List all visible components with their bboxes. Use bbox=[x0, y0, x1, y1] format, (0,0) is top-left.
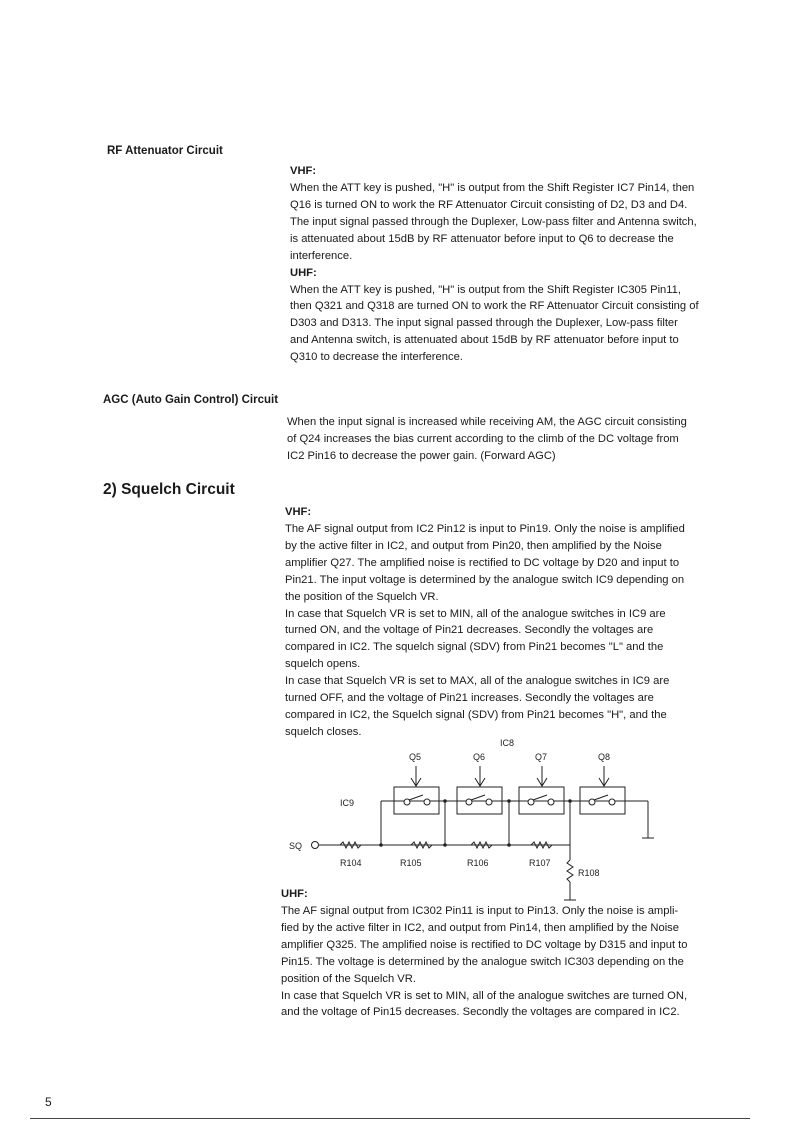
agc-line: of Q24 increases the bias current according to the climb of the DC voltage from bbox=[287, 432, 679, 445]
transistor-label: Q6 bbox=[473, 752, 486, 762]
sq-uhf-line: The AF signal output from IC302 Pin11 is input to Pin13. Only the noise is ampli- bbox=[281, 905, 679, 917]
resistor-label: R107 bbox=[529, 858, 551, 868]
uhf-label: UHF: bbox=[281, 888, 308, 900]
sq-vhf-line: The AF signal output from IC2 Pin12 is input to Pin19. Only the noise is amplified bbox=[285, 523, 685, 535]
rf-vhf-line: Q16 is turned ON to work the RF Attenuator Circuit consisting of D2, D3 and D4. bbox=[290, 198, 688, 211]
rf-uhf-line: Q310 to decrease the interference. bbox=[290, 351, 463, 364]
vhf-label: VHF: bbox=[285, 506, 312, 518]
sq-vhf-line: the position of the Squelch VR. bbox=[285, 590, 439, 603]
sq-vhf-line: In case that Squelch VR is set to MIN, all of the analogue switches in IC9 are bbox=[285, 607, 666, 620]
rf-uhf-line: then Q321 and Q318 are turned ON to work the RF Attenuator Circuit consisting of bbox=[290, 300, 699, 313]
resistor-label: R104 bbox=[340, 858, 362, 868]
sq-vhf-line: compared in IC2, the Squelch signal (SDV) from Pin21 becomes "H", and the bbox=[285, 708, 667, 721]
sq-vhf-line: amplifier Q27. The amplified noise is rectified to DC voltage by D20 and input to bbox=[285, 556, 680, 569]
rf-vhf-line: is attenuated about 15dB by RF attenuator before input to Q6 to decrease the bbox=[290, 232, 674, 245]
sq-uhf-line: and the voltage of Pin15 decreases. Secondly the voltages are compared in IC2. bbox=[281, 1006, 680, 1019]
ic8-label: IC8 bbox=[500, 738, 515, 748]
agc-line: When the input signal is increased while receiving AM, the AGC circuit consisting bbox=[287, 416, 687, 428]
sq-vhf-line: compared in IC2. The squelch signal (SDV) from Pin21 becomes "L" and the bbox=[285, 641, 664, 654]
agc-heading: AGC (Auto Gain Control) Circuit bbox=[103, 394, 279, 406]
sq-vhf-line: Pin21. The input voltage is determined by the analogue switch IC9 depending on bbox=[285, 573, 685, 586]
squelch-uhf-section bbox=[281, 886, 731, 1021]
ic9-label: IC9 bbox=[340, 798, 355, 808]
rf-vhf-line: When the ATT key is pushed, "H" is output from the Shift Register IC7 Pin14, then bbox=[290, 182, 695, 194]
transistor-label: Q5 bbox=[409, 752, 422, 762]
page-number: 5 bbox=[45, 1095, 52, 1109]
sq-vhf-line: turned ON, and the voltage of Pin21 decreases. Secondly the voltages are bbox=[285, 624, 654, 637]
sq-uhf-line: In case that Squelch VR is set to MIN, all of the analogue switches are turned ON, bbox=[281, 989, 688, 1002]
sq-vhf-line: by the active filter in IC2, and output from Pin20, then amplified by the Noise bbox=[285, 539, 662, 552]
rf-uhf-line: When the ATT key is pushed, "H" is output from the Shift Register IC305 Pin11, bbox=[290, 283, 681, 296]
resistor-label: R105 bbox=[400, 858, 422, 868]
rf-vhf-line: interference. bbox=[290, 249, 353, 262]
sq-vhf-line: squelch opens. bbox=[285, 658, 361, 671]
rf-attenuator-heading: RF Attenuator Circuit bbox=[107, 145, 223, 157]
sq-uhf-line: amplifier Q325. The amplified noise is rectified to DC voltage by D315 and input to bbox=[281, 938, 688, 951]
sq-vhf-line: squelch closes. bbox=[285, 725, 362, 738]
uhf-label: UHF: bbox=[290, 266, 317, 279]
sq-vhf-line: In case that Squelch VR is set to MAX, all of the analogue switches in IC9 are bbox=[285, 675, 670, 688]
sq-uhf-line: Pin15. The voltage is determined by the analogue switch IC303 depending on the bbox=[281, 955, 684, 968]
footer-rule bbox=[30, 1118, 750, 1119]
resistor-label: R106 bbox=[467, 858, 489, 868]
transistor-label: Q7 bbox=[535, 752, 548, 762]
rf-uhf-line: D303 and D313. The input signal passed through the Duplexer, Low-pass filter bbox=[290, 317, 678, 330]
squelch-heading: 2) Squelch Circuit bbox=[103, 481, 235, 498]
sq-vhf-line: turned OFF, and the voltage of Pin21 increases. Secondly the voltages are bbox=[285, 692, 654, 705]
sq-uhf-line: position of the Squelch VR. bbox=[281, 972, 416, 985]
sq-label: SQ bbox=[289, 841, 303, 851]
vhf-label: VHF: bbox=[290, 165, 317, 177]
r108-label: R108 bbox=[578, 868, 600, 878]
transistor-label: Q8 bbox=[598, 752, 611, 762]
rf-uhf-line: and Antenna switch, is attenuated about 15dB by RF attenuator before input to bbox=[290, 334, 679, 347]
rf-vhf-line: The input signal passed through the Duplexer, Low-pass filter and Antenna switch, bbox=[290, 215, 697, 228]
sq-uhf-line: fied by the active filter in IC2, and output from Pin14, then amplified by the Noise bbox=[281, 921, 679, 934]
agc-line: IC2 Pin16 to decrease the power gain. (Forward AGC) bbox=[287, 449, 556, 462]
